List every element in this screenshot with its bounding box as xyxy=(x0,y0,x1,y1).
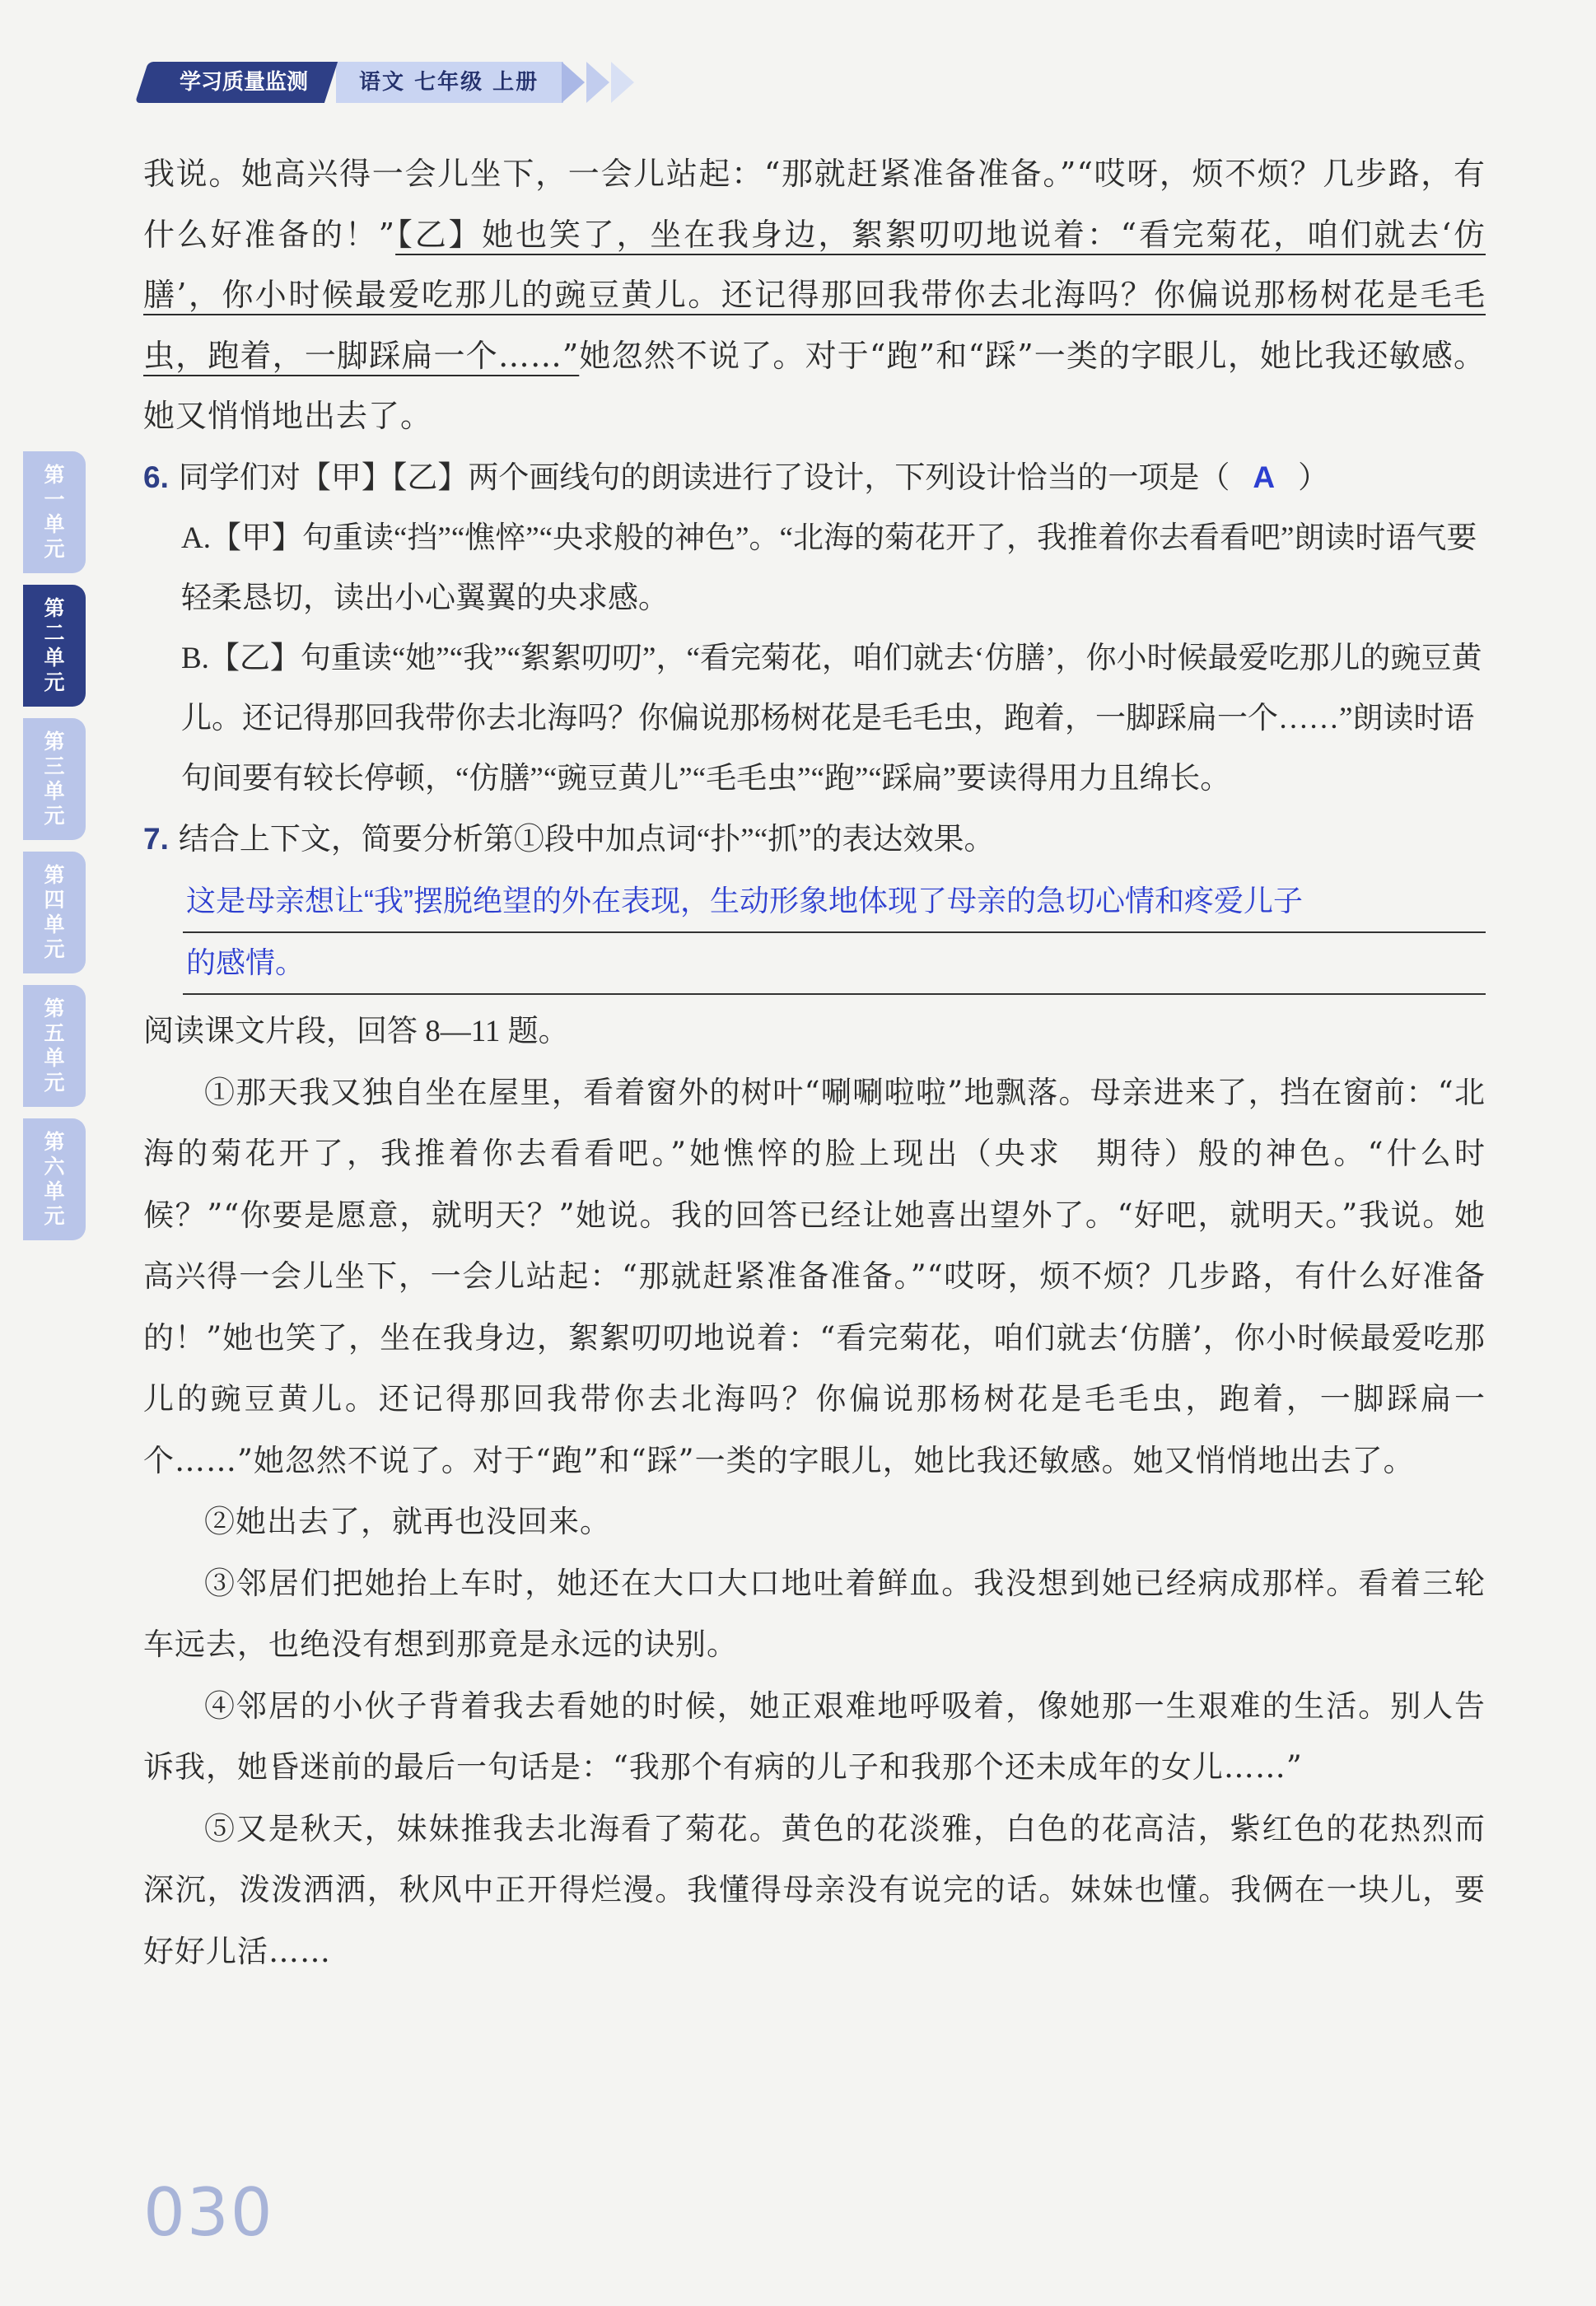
unit-tab-5[interactable]: 第 五 单 元 xyxy=(23,985,86,1107)
answer-line-1: 这是母亲想让“我”摆脱绝望的外在表现，生动形象地体现了母亲的急切心情和疼爱儿子 xyxy=(183,871,1486,933)
page-number: 030 xyxy=(143,2174,274,2251)
question-7-answer-area[interactable] xyxy=(183,871,1486,995)
unit-tab-1[interactable]: 第 一 单 元 xyxy=(23,451,86,573)
question-7-number: 7. xyxy=(143,821,169,856)
option-a-key: A. xyxy=(181,520,211,555)
option-a-text: 【甲】句重读“挡”“憔悴”“央求般的神色”。“北海的菊花开了，我推着你去看看吧”朗读时语气要轻柔恳切，读出小心翼翼的央求感。 xyxy=(181,520,1477,615)
passage-paragraph-4: ④邻居的小伙子背着我去看她的时候，她正艰难地呼吸着，像她那一生艰难的生活。别人告诉我，她昏迷前的最后一句话是：“我那个有病的儿子和我那个还未成年的女儿……” xyxy=(143,1687,1486,1785)
unit-tab-2[interactable]: 第 二 单 元 xyxy=(23,585,86,707)
answer-line-2: 的感情。 xyxy=(183,933,1486,995)
question-6-number: 6. xyxy=(143,460,169,494)
passage-paragraph-2: ②她出去了，就再也没回来。 xyxy=(204,1504,611,1539)
chevron-decoration-icon xyxy=(560,62,634,103)
series-title: 学习质量监测 xyxy=(180,70,309,95)
unit-tab-6[interactable]: 第 六 单 元 xyxy=(23,1118,86,1240)
question-7-stem: 结合上下文，简要分析第①段中加点词“扑”“抓”的表达效果。 xyxy=(178,822,995,857)
page-header xyxy=(142,59,634,105)
passage-seg3: 她忽然不说了。对于“跑”和“踩”一类的字眼儿，她比我还敏感。她又悄悄地出去了。 xyxy=(143,337,1486,434)
option-b-text: 【乙】句重读“她”“我”“絮絮叨叨”，“看完菊花，咱们就去‘仿膳’，你小时候最爱吃那儿的豌豆黄儿。还记得那回我带你去北海吗？你偏说那杨树花是毛毛虫，跑着，一脚踩扁一个……”朗读时语句间要有较长停顿，“仿膳”“豌豆黄儿”“毛毛虫”“跑”“踩扁”要读得用力且绵长。 xyxy=(181,641,1482,796)
question-6-answer: A xyxy=(1253,460,1276,494)
passage-continuation xyxy=(143,144,1486,447)
unit-tab-4[interactable]: 第 四 单 元 xyxy=(23,852,86,973)
page-content xyxy=(143,144,1486,1982)
passage-paragraph-3: ③邻居们把她抬上车时，她还在大口大口地吐着鲜血。我没想到她已经病成那样。看着三轮车远去，也绝没有想到那竟是永远的诀别。 xyxy=(143,1565,1486,1662)
question-6-stem-end: ） xyxy=(1298,460,1329,495)
option-b-key: B. xyxy=(181,641,209,675)
underlined-sentence-yi: 【乙】她也笑了，坐在我身边，絮絮叨叨地说着：“看完菊花，咱们就去‘仿膳’，你小时候最爱吃那儿的豌豆黄儿。还记得那回我带你去北海吗？你偏说那杨树花是毛毛虫，跑着，一脚踩扁一个……” xyxy=(143,216,1486,374)
question-6 xyxy=(143,447,1486,508)
reading-instruction: 阅读课文片段，回答 8—11 题。 xyxy=(143,1014,569,1048)
passage-seg1: 我说。她高兴得一会儿坐下，一会儿站起：“那就赶紧准备准备。”“哎呀，烦不烦？几步路，有什么好准备的！” xyxy=(143,156,1486,253)
question-6-stem: 同学们对【甲】【乙】两个画线句的朗读进行了设计，下列设计恰当的一项是（ xyxy=(178,460,1230,495)
passage-paragraph-5: ⑤又是秋天，妹妹推我去北海看了菊花。黄色的花淡雅，白色的花高洁，紫红色的花热烈而深沉，泼泼洒洒，秋风中正开得烂漫。我懂得母亲没有说完的话。妹妹也懂。我俩在一块儿，要好好儿活…… xyxy=(143,1810,1486,1969)
unit-tabs xyxy=(23,451,87,1252)
question-6-option-a xyxy=(181,508,1486,628)
passage-paragraph-1: ①那天我又独自坐在屋里，看着窗外的树叶“唰唰啦啦”地飘落。母亲进来了，挡在窗前：“北海的菊花开了，我推着你去看看吧。”她憔悴的脸上现出（央求 期待）般的神色。“什么时候？”“你要是愿意，就明天？”她说。我的回答已经让她喜出望外了。“好吧，就明天。”我说。她高兴得一会儿坐下，一会儿站起：“那就赶紧准备准备。”“哎呀，烦不烦？几步路，有什么好准备的！”她也笑了，坐在我身边，絮絮叨叨地说着：“看完菊花，咱们就去‘仿膳’，你小时候最爱吃那儿的豌豆黄儿。还记得那回我带你去北海吗？你偏说那杨树花是毛毛虫，跑着，一脚踩扁一个……”她忽然不说了。对于“跑”和“踩”一类的字眼儿，她比我还敏感。她又悄悄地出去了。 xyxy=(143,1074,1486,1478)
unit-tab-3[interactable]: 第 三 单 元 xyxy=(23,718,86,840)
series-banner xyxy=(135,62,338,103)
question-6-option-b xyxy=(181,628,1486,809)
question-7 xyxy=(143,809,1486,870)
subject-label: 语文 七年级 上册 xyxy=(336,62,563,103)
